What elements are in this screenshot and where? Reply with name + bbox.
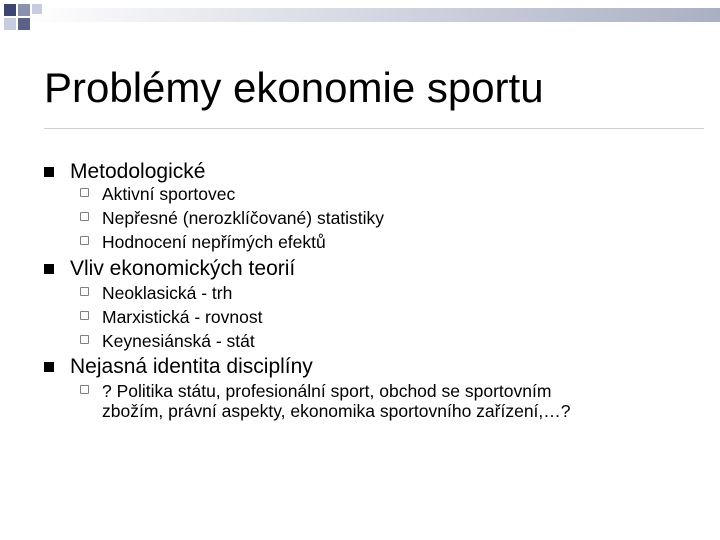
- sub-bullet-text: Neoklasická - trh: [102, 283, 233, 303]
- sub-bullet-text: Keynesiánská - stát: [102, 331, 255, 351]
- top-decorative-bar: [0, 0, 720, 46]
- filled-square-bullet-icon: [44, 167, 54, 177]
- hollow-square-bullet-icon: [80, 188, 89, 197]
- hollow-square-bullet-icon: [80, 212, 89, 221]
- sub-bullet-text: Hodnocení nepřímých efektů: [102, 232, 326, 252]
- hollow-square-bullet-icon: [80, 335, 89, 344]
- deco-square-light: [4, 18, 16, 30]
- hollow-square-bullet-icon: [80, 236, 89, 245]
- filled-square-bullet-icon: [44, 264, 54, 274]
- bullet-text: Nejasná identita disciplíny: [70, 355, 313, 378]
- slide-title: Problémy ekonomie sportu: [44, 64, 544, 111]
- bullet-text: Vliv ekonomických teorií: [70, 257, 296, 280]
- hollow-square-bullet-icon: [80, 287, 89, 296]
- sub-bullet-text: ? Politika státu, profesionální sport, obchod se sportovním: [102, 381, 552, 401]
- deco-square-dark-2: [18, 18, 30, 30]
- filled-square-bullet-icon: [44, 362, 54, 372]
- bullet-text: Metodologické: [70, 160, 206, 183]
- hollow-square-bullet-icon: [80, 385, 89, 394]
- deco-square-dark: [4, 4, 16, 16]
- sub-bullet-text: Marxistická - rovnost: [102, 307, 263, 327]
- sub-bullet-text: Nepřesné (nerozklíčované) statistiky: [102, 208, 385, 228]
- sub-bullet-text: Aktivní sportovec: [102, 184, 236, 204]
- sub-bullet-text: zbožím, právní aspekty, ekonomika sportovního zařízení,…?: [102, 401, 571, 421]
- deco-square-light-2: [32, 4, 42, 14]
- title-divider: [44, 128, 704, 129]
- hollow-square-bullet-icon: [80, 311, 89, 320]
- deco-square-mid: [18, 4, 30, 16]
